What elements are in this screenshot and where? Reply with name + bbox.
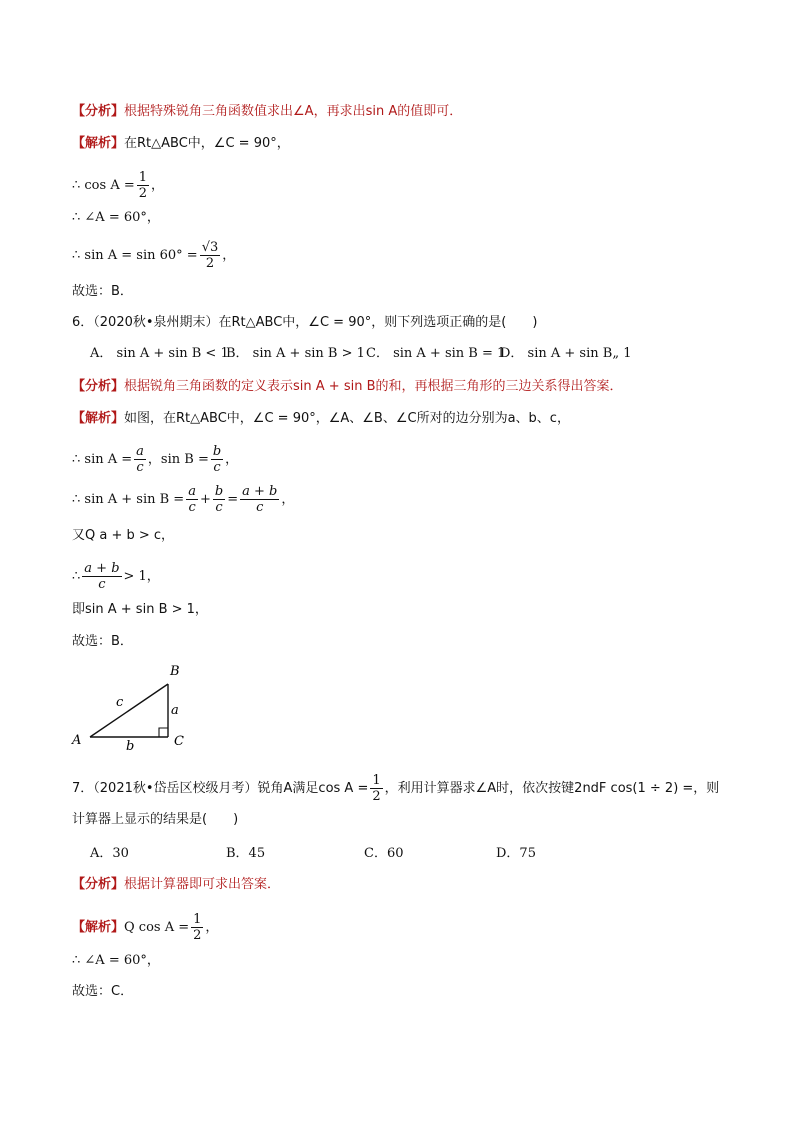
analysis-text: 根据特殊锐角三角函数值求出∠A，再求出sin A的值即可． [124,104,463,119]
option-b: B． sin A + sin B > 1 [226,346,365,361]
option-c: C． sin A + sin B = 1 [366,346,506,361]
side-label-c: c [116,695,124,710]
math-text: 又Q a + b > c， [72,528,175,543]
analysis-tag: 【分析】 [72,104,125,119]
analysis-tag: 【分析】 [72,877,125,892]
option-b: B．45 [226,846,266,861]
fraction: $\frac{√3}{2}$ [201,240,219,271]
analysis-text: 根据计算器即可求出答案． [124,877,281,892]
option-d: D． sin A + sin B„ 1 [500,346,632,361]
math-text: > 1， [123,569,160,584]
q6-step-sin [72,444,238,475]
q7-options [90,844,536,864]
option-c: C．60 [364,846,404,861]
answer-text: 故选：B． [72,284,133,299]
q6-options [90,344,631,364]
stem-text: ，利用计算器求∠A时，依次按键2ndF cos(1 ÷ 2) =，则 [384,781,720,796]
vertex-label-b: B [170,664,180,679]
math-text: ，sin B = [147,452,209,467]
p5-step-angle [72,208,160,228]
q6-step-ineq [72,561,160,592]
answer-text: 故选：B． [72,634,133,649]
q6-step-triangle [72,526,174,546]
math-text: 即sin A + sin B > 1， [72,602,208,617]
punct: ， [205,920,219,935]
solution-tag: 【解析】 [72,920,125,935]
math-text: Q cos A = [124,920,190,935]
q6-stem: 6．（2020秋•泉州期末）在Rt△ABC中，∠C = 90°，则下列选项正确的是( ) [72,315,538,330]
punct: ， [281,492,295,507]
p5-step-cos [72,170,164,201]
q7-step-angle [72,951,160,971]
q6-step-result [72,600,208,620]
option-a: A．30 [90,846,129,861]
math-text: + [199,492,211,507]
q7-answer [72,982,133,1002]
solution-text: 如图，在Rt△ABC中，∠C = 90°，∠A、∠B、∠C所对的边分别为a、b、c， [124,411,570,426]
fraction: $\frac{b}{c}$ [214,484,224,515]
option-a: A． sin A + sin B < 1 [90,346,229,361]
solution-tag: 【解析】 [72,136,125,151]
math-text: ∴ sin A + sin B = [72,492,185,507]
q6-analysis [72,377,623,397]
fraction: $\frac{a + b}{c}$ [242,484,278,515]
fraction: $\frac{a + b}{c}$ [84,561,120,592]
fraction: $\frac{b}{c}$ [212,444,222,475]
q6-answer [72,632,133,652]
math-text: ∴ sin A = sin 60° = [72,248,198,263]
p5-analysis [72,102,462,122]
q7-stem-line2: 计算器上显示的结果是( ) [72,812,239,827]
right-triangle-figure [68,660,198,750]
vertex-label-c: C [174,734,184,749]
q7-solution [72,912,218,943]
punct: ， [225,452,239,467]
side-label-a: a [171,703,179,718]
analysis-tag: 【分析】 [72,379,125,394]
right-angle-mark [159,728,168,737]
punct: ， [151,178,165,193]
p5-solution [72,134,290,154]
solution-tag: 【解析】 [72,411,125,426]
fraction: $\frac{1}{2}$ [372,773,381,804]
math-text: ∴ sin A = [72,452,133,467]
hypotenuse-c [90,684,168,737]
q6-step-sum [72,484,294,515]
fraction: $\frac{a}{c}$ [188,484,196,515]
q7-analysis [72,875,280,895]
option-d: D．75 [496,846,536,861]
fraction: $\frac{1}{2}$ [193,912,202,943]
math-text: ∴ ∠A = 60°， [72,953,160,968]
solution-text: 在Rt△ABC中，∠C = 90°， [124,136,290,151]
fraction: $\frac{1}{2}$ [138,170,148,201]
q7-stem [72,773,719,804]
q6-solution [72,409,570,429]
vertex-label-a: A [72,733,82,748]
math-text: ∴ [72,569,81,584]
math-text: ∴ ∠A = 60°， [72,210,160,225]
math-text: = [227,492,239,507]
p5-answer [72,282,133,302]
fraction: $\frac{a}{c}$ [136,444,144,475]
p5-step-sin [72,240,235,271]
math-text: ∴ cos A = [72,178,135,193]
side-label-b: b [126,739,135,750]
analysis-text: 根据锐角三角函数的定义表示sin A + sin B的和，再根据三角形的三边关系得出答案． [124,379,623,394]
punct: ， [222,248,236,263]
answer-text: 故选：C． [72,984,134,999]
stem-text: 7．（2021秋•岱岳区校级月考）锐角A满足cos A = [72,781,369,796]
